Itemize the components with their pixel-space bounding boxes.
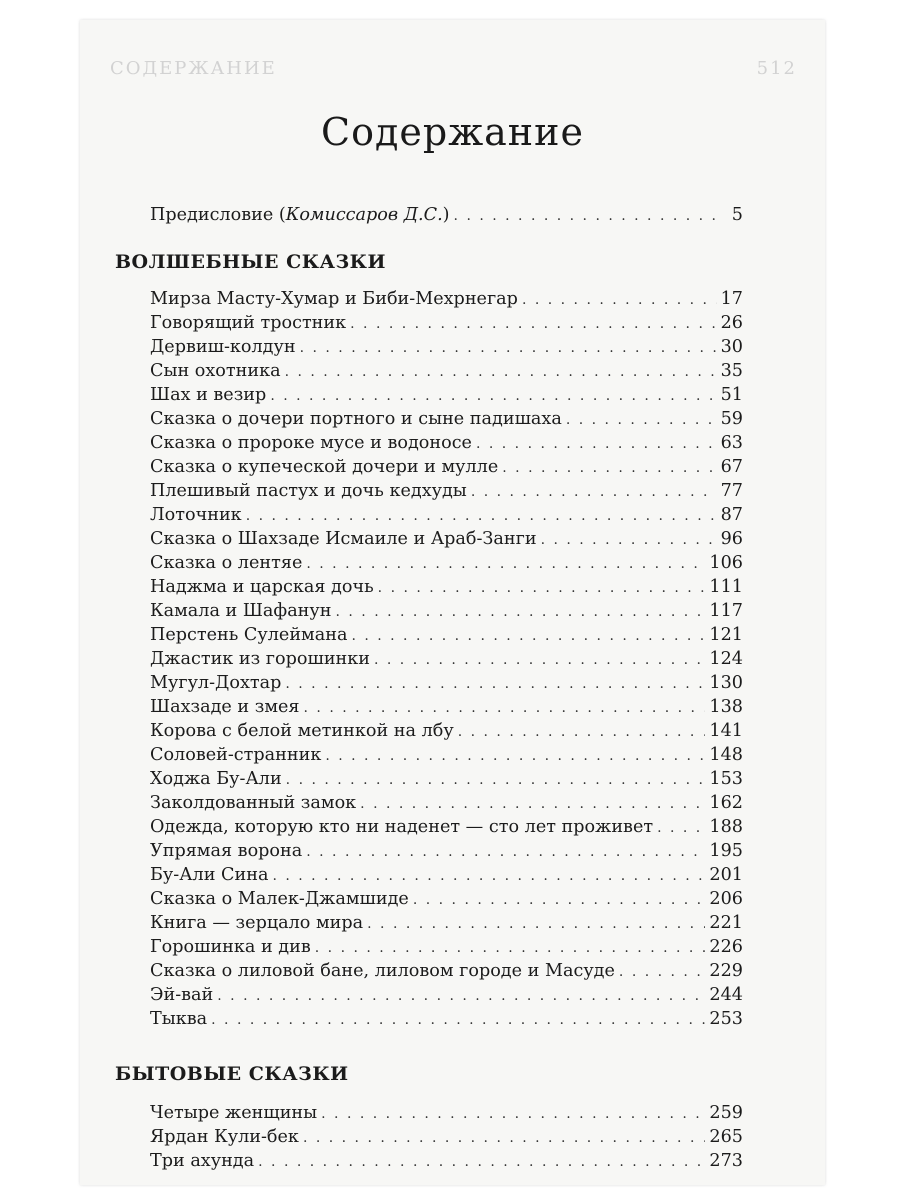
book-page bbox=[80, 20, 825, 1185]
leader-dots bbox=[306, 552, 705, 576]
entry-title: Сказка о пророке мусе и водоносе bbox=[150, 433, 472, 453]
entry-page: 51 bbox=[720, 385, 743, 405]
entry-page: 77 bbox=[720, 481, 743, 501]
toc-entry bbox=[150, 647, 743, 671]
entry-page: 195 bbox=[709, 841, 743, 861]
entry-page: 201 bbox=[709, 865, 743, 885]
toc-entry bbox=[150, 887, 743, 911]
entry-page: 153 bbox=[709, 769, 743, 789]
entry-page: 221 bbox=[709, 913, 743, 933]
entry-title: Заколдованный замок bbox=[150, 793, 357, 813]
leader-dots bbox=[285, 672, 705, 696]
running-header bbox=[110, 58, 797, 79]
leader-dots bbox=[336, 600, 706, 624]
entry-page: 59 bbox=[720, 409, 743, 429]
entry-title: Сказка о лиловой бане, лиловом городе и Масуде bbox=[150, 961, 615, 981]
entry-page: 273 bbox=[709, 1151, 743, 1171]
toc-entry bbox=[150, 959, 743, 983]
entry-title: Тыква bbox=[150, 1009, 208, 1029]
entry-page: 259 bbox=[709, 1103, 743, 1123]
entry-page: 30 bbox=[720, 337, 743, 357]
section-heading: БЫТОВЫЕ СКАЗКИ bbox=[115, 1063, 349, 1085]
leader-dots bbox=[351, 624, 705, 648]
toc-entry bbox=[150, 383, 743, 407]
entry-page: 87 bbox=[720, 505, 743, 525]
toc-entry bbox=[150, 815, 743, 839]
entry-title: Мугул-Дохтар bbox=[150, 673, 282, 693]
entry-page: 35 bbox=[720, 361, 743, 381]
leader-dots bbox=[378, 576, 706, 600]
leader-dots bbox=[303, 1126, 705, 1150]
entry-title: Наджма и царская дочь bbox=[150, 577, 374, 597]
toc-entry bbox=[150, 335, 743, 359]
entry-title: Ходжа Бу-Али bbox=[150, 769, 282, 789]
leader-dots bbox=[566, 408, 717, 432]
entry-title: Ярдан Кули-бек bbox=[150, 1127, 299, 1147]
entry-page: 5 bbox=[731, 205, 743, 225]
entry-title: Плешивый пастух и дочь кедхуды bbox=[150, 481, 467, 501]
entry-page: 96 bbox=[720, 529, 743, 549]
toc-entry bbox=[150, 599, 743, 623]
entry-page: 162 bbox=[709, 793, 743, 813]
section-heading: ВОЛШЕБНЫЕ СКАЗКИ bbox=[115, 251, 386, 273]
toc-entry bbox=[150, 527, 743, 551]
entry-page: 124 bbox=[709, 649, 743, 669]
entry-title: Четыре женщины bbox=[150, 1103, 318, 1123]
entry-title: Сказка о купеческой дочери и мулле bbox=[150, 457, 499, 477]
toc-entry bbox=[150, 407, 743, 431]
entry-title: Книга — зерцало мира bbox=[150, 913, 364, 933]
entry-page: 226 bbox=[709, 937, 743, 957]
entry-page: 206 bbox=[709, 889, 743, 909]
entry-title: Камала и Шафанун bbox=[150, 601, 332, 621]
entry-title: Упрямая ворона bbox=[150, 841, 303, 861]
toc-entry bbox=[150, 503, 743, 527]
entry-title: Говорящий тростник bbox=[150, 313, 347, 333]
entry-title: Мирза Масту-Хумар и Биби-Мехрнегар bbox=[150, 289, 518, 309]
entry-page: 138 bbox=[709, 697, 743, 717]
table-of-contents bbox=[80, 203, 825, 1173]
leader-dots bbox=[657, 816, 705, 840]
entry-title: Горошинка и див bbox=[150, 937, 311, 957]
leader-dots bbox=[367, 912, 705, 936]
toc-entry bbox=[150, 791, 743, 815]
toc-entry bbox=[150, 743, 743, 767]
entry-page: 121 bbox=[709, 625, 743, 645]
entry-title: Предисловие (Комиссаров Д.С.) bbox=[150, 205, 450, 225]
entry-title: Сын охотника bbox=[150, 361, 281, 381]
entry-title: Соловей-странник bbox=[150, 745, 322, 765]
toc-entry bbox=[150, 1007, 743, 1031]
entry-title: Сказка о Малек-Джамшиде bbox=[150, 889, 409, 909]
toc-entry bbox=[150, 1101, 743, 1125]
entry-page: 67 bbox=[720, 457, 743, 477]
leader-dots bbox=[374, 648, 705, 672]
toc-entry bbox=[150, 935, 743, 959]
entry-title: Сказка о дочери портного и сыне падишаха bbox=[150, 409, 562, 429]
leader-dots bbox=[304, 696, 706, 720]
entry-page: 141 bbox=[709, 721, 743, 741]
toc-entry bbox=[150, 1125, 743, 1149]
leader-dots bbox=[315, 936, 706, 960]
entry-page: 148 bbox=[709, 745, 743, 765]
toc-entry bbox=[150, 839, 743, 863]
leader-dots bbox=[272, 864, 705, 888]
leader-dots bbox=[217, 984, 705, 1008]
leader-dots bbox=[476, 432, 717, 456]
entry-page: 130 bbox=[709, 673, 743, 693]
toc-entry bbox=[150, 911, 743, 935]
toc-entry bbox=[150, 311, 743, 335]
leader-dots bbox=[541, 528, 717, 552]
toc-entry bbox=[150, 1149, 743, 1173]
entry-page: 117 bbox=[709, 601, 743, 621]
entry-title: Дервиш-колдун bbox=[150, 337, 296, 357]
page-title: Содержание bbox=[321, 110, 584, 154]
leader-dots bbox=[502, 456, 716, 480]
toc-entry bbox=[150, 359, 743, 383]
entry-page: 229 bbox=[709, 961, 743, 981]
leader-dots bbox=[471, 480, 717, 504]
entry-title: Корова с белой метинкой на лбу bbox=[150, 721, 454, 741]
toc-entry bbox=[150, 863, 743, 887]
toc-entry bbox=[150, 719, 743, 743]
entry-title: Одежда, которую кто ни наденет — сто лет проживет bbox=[150, 817, 654, 837]
entry-page: 106 bbox=[709, 553, 743, 573]
entry-page: 188 bbox=[709, 817, 743, 837]
leader-dots bbox=[619, 960, 705, 984]
leader-dots bbox=[285, 360, 717, 384]
toc-entry bbox=[150, 287, 743, 311]
leader-dots bbox=[413, 888, 706, 912]
leader-dots bbox=[325, 744, 705, 768]
toc-entry bbox=[150, 455, 743, 479]
leader-dots bbox=[270, 384, 716, 408]
page-number: 512 bbox=[756, 58, 797, 79]
sections bbox=[80, 247, 825, 1173]
entry-title: Три ахунда bbox=[150, 1151, 255, 1171]
leader-dots bbox=[306, 840, 705, 864]
leader-dots bbox=[360, 792, 705, 816]
entry-page: 253 bbox=[709, 1009, 743, 1029]
entry-page: 63 bbox=[720, 433, 743, 453]
running-title: СОДЕРЖАНИЕ bbox=[110, 58, 277, 79]
toc-entry bbox=[150, 983, 743, 1007]
entry-page: 26 bbox=[720, 313, 743, 333]
entry-title: Шахзаде и змея bbox=[150, 697, 300, 717]
leader-dots bbox=[246, 504, 717, 528]
leader-dots bbox=[258, 1150, 705, 1174]
entry-title: Сказка о лентяе bbox=[150, 553, 303, 573]
entry-page: 111 bbox=[709, 577, 743, 597]
leader-dots bbox=[286, 768, 706, 792]
toc-entry bbox=[150, 767, 743, 791]
leader-dots bbox=[458, 720, 706, 744]
entry-title: Лоточник bbox=[150, 505, 242, 525]
entry-page: 265 bbox=[709, 1127, 743, 1147]
toc-entry bbox=[150, 479, 743, 503]
leader-dots bbox=[321, 1102, 705, 1126]
leader-dots bbox=[211, 1008, 705, 1032]
entry-page: 17 bbox=[720, 289, 743, 309]
entry-page: 244 bbox=[709, 985, 743, 1005]
entry-title: Бу-Али Сина bbox=[150, 865, 269, 885]
entry-title: Перстень Сулеймана bbox=[150, 625, 348, 645]
toc-entry bbox=[150, 575, 743, 599]
entry-title: Шах и везир bbox=[150, 385, 267, 405]
leader-dots bbox=[454, 204, 725, 228]
toc-entry bbox=[150, 671, 743, 695]
toc-entry bbox=[150, 431, 743, 455]
entry-title: Сказка о Шахзаде Исмаиле и Араб-Занги bbox=[150, 529, 537, 549]
toc-entry bbox=[150, 695, 743, 719]
entry-title: Эй-вай bbox=[150, 985, 214, 1005]
toc-entry bbox=[150, 551, 743, 575]
preface-author: Комиссаров Д.С. bbox=[285, 205, 443, 225]
entry-title: Джастик из горошинки bbox=[150, 649, 370, 669]
leader-dots bbox=[300, 336, 717, 360]
toc-entry bbox=[150, 623, 743, 647]
leader-dots bbox=[522, 288, 717, 312]
toc-entry-preface bbox=[150, 203, 743, 227]
leader-dots bbox=[350, 312, 716, 336]
